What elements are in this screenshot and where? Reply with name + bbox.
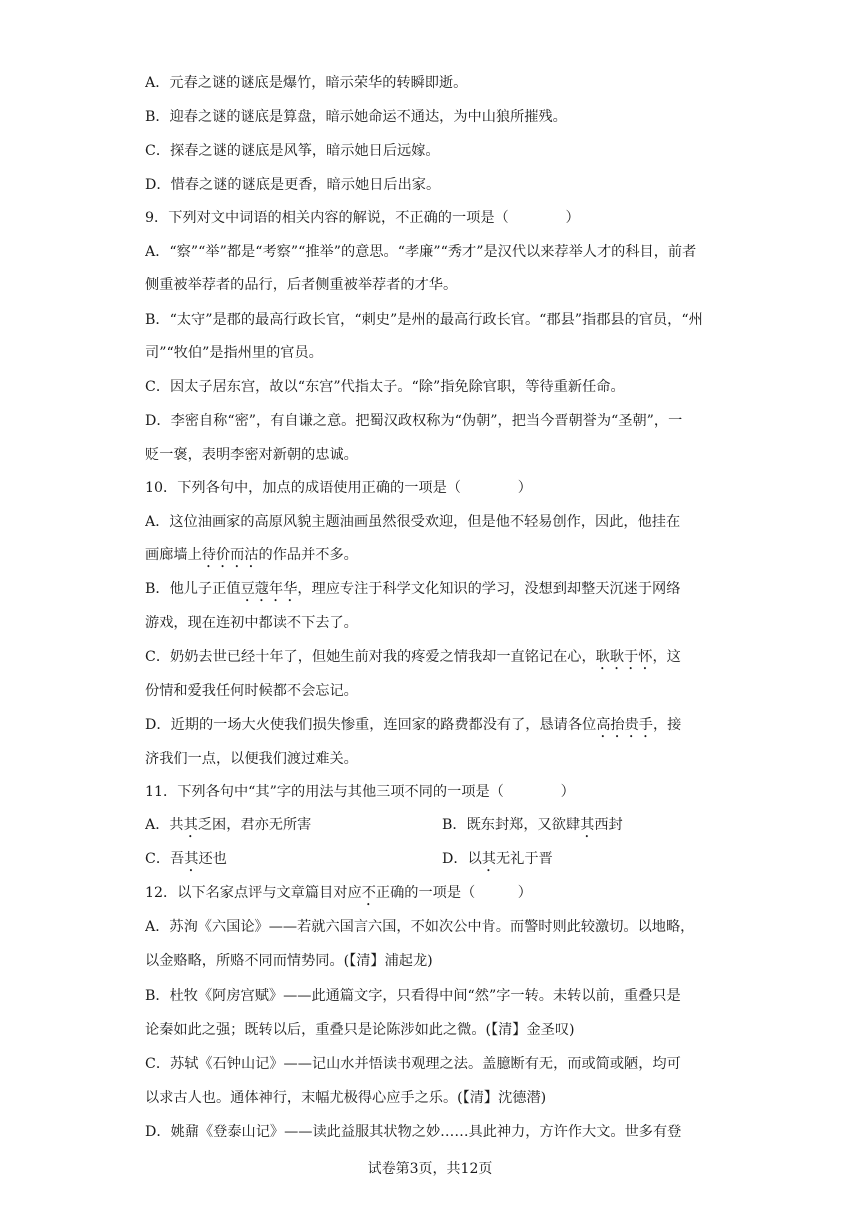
q9-option-a-line1: A．“察”“举”都是“考察”“推举”的意思。“孝廉”“秀才”是汉代以来荐举人才的科目，前者 — [145, 244, 697, 260]
q11-option-b: B．既东封郑，又欲肆其西封 — [442, 817, 623, 833]
q10-option-c-line1: C．奶奶去世已经十年了，但她生前对我的疼爱之情我却一直铭记在心，耿耿于怀，这 — [145, 649, 681, 665]
dotted-char: 不 — [361, 885, 376, 901]
q10-option-a-line1: A．这位油画家的高原风貌主题油画虽然很受欢迎，但是他不轻易创作，因此，他挂在 — [145, 514, 681, 530]
q10-option-c-line2: 份情和爱我任何时候都不会忘记。 — [145, 683, 358, 699]
q12-option-b-line1: B．杜牧《阿房宫赋》——此通篇文字，只看得中间“然”字一转。未转以前，重叠只是 — [145, 988, 681, 1004]
q8-option-a: A．元春之谜的谜底是爆竹，暗示荣华的转瞬即逝。 — [145, 75, 468, 91]
q8-option-b: B．迎春之谜的谜底是算盘，暗示她命运不通达，为中山狼所摧残。 — [145, 109, 567, 125]
dotted-idiom: 豆蔻年华 — [240, 581, 298, 597]
q10-option-b-line1: B．他儿子正值豆蔻年华，理应专注于科学文化知识的学习，没想到却整天沉迷于网络 — [145, 581, 681, 597]
q11-stem: 11．下列各句中“其”字的用法与其他三项不同的一项是（ ） — [145, 784, 575, 800]
q9-option-c: C．因太子居东宫，故以“东宫”代指太子。“除”指免除官职，等待重新任命。 — [145, 379, 625, 395]
dotted-char: 其 — [183, 817, 198, 833]
q10-stem: 10．下列各句中，加点的成语使用正确的一项是（ ） — [145, 480, 532, 496]
q12-option-c-line2: 以求古人也。通体神行，末幅尤极得心应手之乐。(【清】沈德潜) — [145, 1090, 547, 1106]
q11-option-c: C．吾其还也 — [145, 851, 227, 867]
q10-option-b-line2: 游戏，现在连初中都读不下去了。 — [145, 615, 358, 631]
q10-option-d-line1: D．近期的一场大火使我们损失惨重，连回家的路费都没有了，恳请各位高抬贵手，接 — [145, 717, 682, 733]
q9-option-a-line2: 侧重被举荐者的品行，后者侧重被举荐者的才华。 — [145, 277, 458, 293]
dotted-char: 其 — [580, 817, 595, 833]
q12-stem: 12．以下名家点评与文章篇目对应不正确的一项是（ ） — [145, 885, 532, 901]
page-footer: 试卷第3页，共12页 — [367, 1161, 493, 1177]
q9-stem: 9．下列对文中词语的相关内容的解说，不正确的一项是（ ） — [145, 210, 580, 226]
q12-option-b-line2: 论秦如此之强；既转以后，重叠只是论陈涉如此之微。(【清】金圣叹) — [145, 1022, 575, 1038]
q12-option-a-line2: 以金赂略，所赂不同而情势同。(【清】浦起龙) — [145, 953, 433, 969]
q8-option-d: D．惜春之谜的谜底是更香，暗示她日后出家。 — [145, 177, 441, 193]
q10-option-a-line2: 画廊墙上待价而沽的作品并不多。 — [145, 547, 358, 563]
q12-option-a-line1: A．苏洵《六国论》——若就六国言六国，不如次公中肯。而警时则此较激切。以地略， — [145, 919, 695, 935]
q9-option-b-line2: 司”“牧伯”是指州里的官员。 — [145, 345, 323, 361]
q12-option-c-line1: C．苏轼《石钟山记》——记山水并悟读书观理之法。盖臆断有无，而或简或陋，均可 — [145, 1056, 681, 1072]
q8-option-c: C．探春之谜的谜底是风筝，暗示她日后远嫁。 — [145, 143, 440, 159]
q9-option-b-line1: B．“太守”是郡的最高行政长官，“刺史”是州的最高行政长官。“郡县”指郡县的官员，“州 — [145, 312, 703, 328]
dotted-char: 其 — [184, 851, 199, 867]
dotted-char: 其 — [481, 851, 496, 867]
dotted-idiom: 耿耿于怀 — [595, 649, 653, 665]
q10-option-d-line2: 济我们一点，以便我们渡过难关。 — [145, 751, 358, 767]
q9-option-d-line2: 贬一褒，表明李密对新朝的忠诚。 — [145, 447, 358, 463]
q11-option-d: D．以其无礼于晋 — [442, 851, 553, 867]
q12-option-d-line1: D．姚鼐《登泰山记》——读此益服其状物之妙……具此神力，方许作大文。世多有登 — [145, 1124, 682, 1140]
dotted-idiom: 高抬贵手 — [596, 717, 653, 733]
q11-option-a: A．共其乏困，君亦无所害 — [145, 817, 312, 833]
dotted-idiom: 待价而沽 — [201, 547, 259, 563]
q9-option-d-line1: D．李密自称“密”，有自谦之意。把蜀汉政权称为“伪朝”，把当今晋朝誉为“圣朝”，一 — [145, 413, 683, 429]
